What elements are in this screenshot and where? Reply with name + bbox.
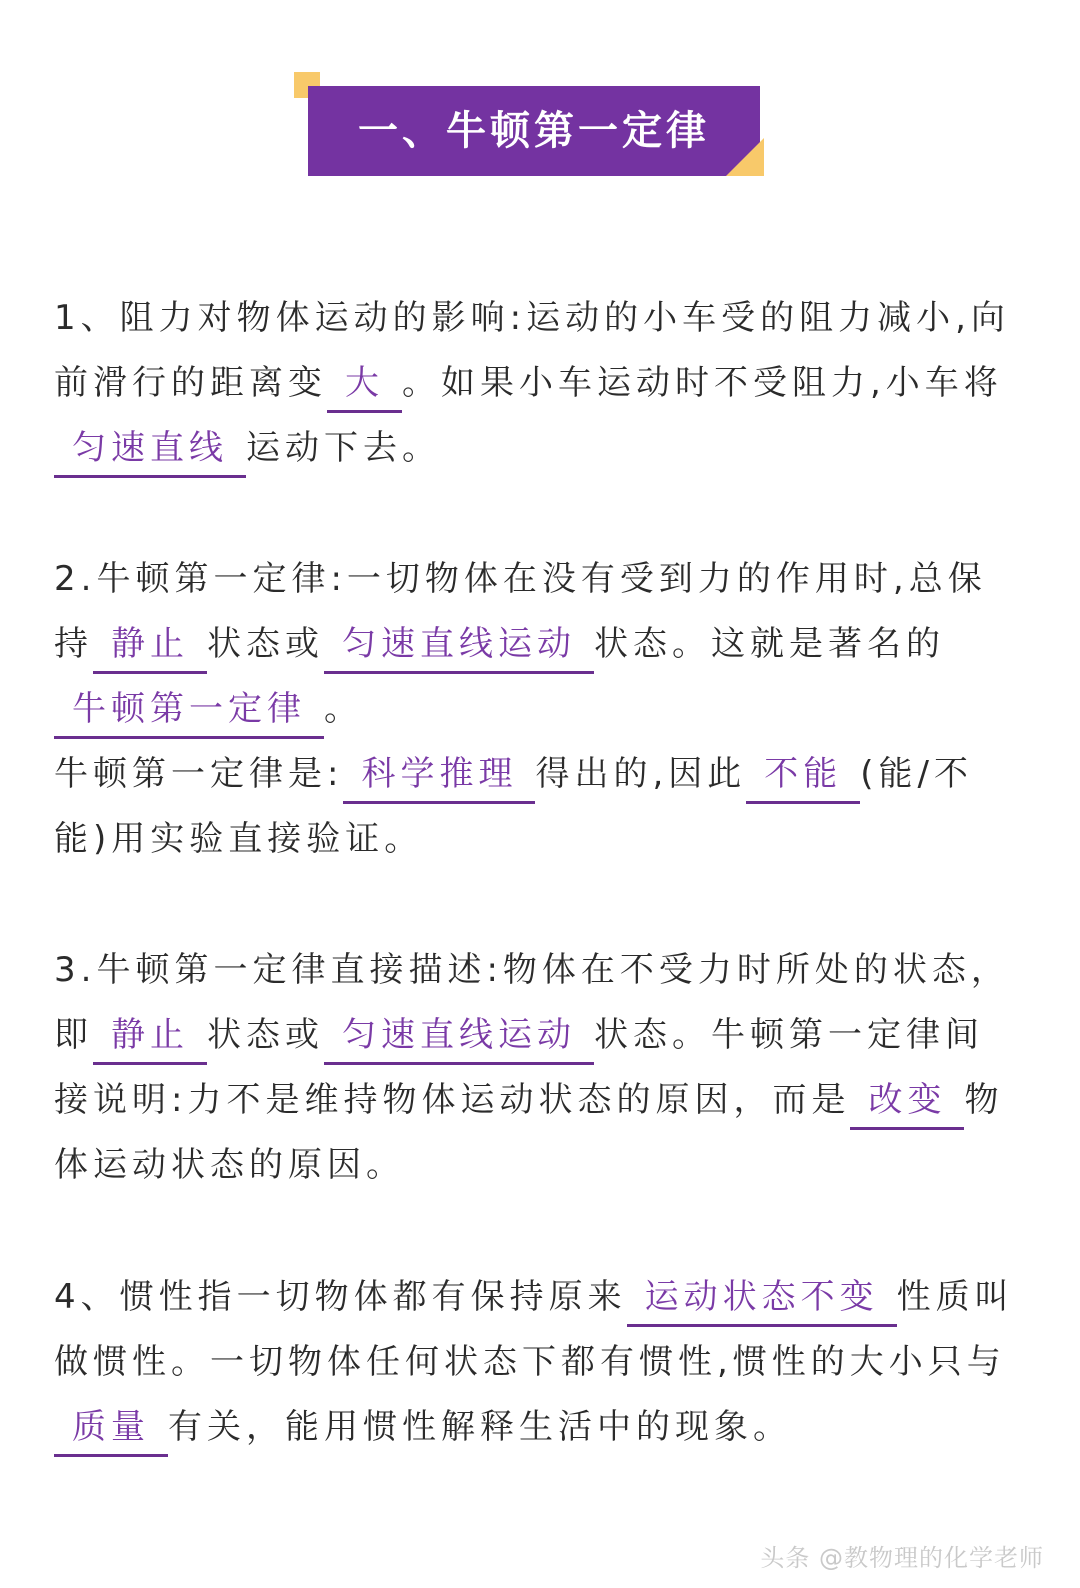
paragraph-2 xyxy=(54,547,1014,742)
text: 物体运动状态的原因。 xyxy=(54,1080,1004,1185)
text: 状态。这就是著名的 xyxy=(594,624,945,664)
text: 。如果小车运动时不受阻力,小车将 xyxy=(402,363,1003,403)
paragraph-3 xyxy=(54,938,1014,1198)
text: 4、惯性指一切物体都有保持原来 xyxy=(54,1277,627,1317)
paragraph-1 xyxy=(54,286,1014,481)
answer-blank: 匀速直线 xyxy=(54,421,246,478)
section-title: 一、牛顿第一定律 xyxy=(358,107,710,154)
text: 牛顿第一定律是: xyxy=(54,754,344,794)
text: 3.牛顿第一定律直接描述:物体在不受力时所处的状态，即 xyxy=(54,950,1010,1055)
text: 状态或 xyxy=(207,1015,324,1055)
answer-blank: 科学推理 xyxy=(343,747,535,804)
answer-blank: 大 xyxy=(327,356,402,413)
answer-blank: 运动状态不变 xyxy=(627,1270,897,1327)
watermark: 头条 @教物理的化学老师 xyxy=(760,1544,1044,1572)
text: 状态。牛顿第一定律间接说明:力不是维持物体运动状态的原因，而是 xyxy=(54,1015,984,1120)
answer-blank: 改变 xyxy=(850,1073,964,1130)
paragraph-4 xyxy=(54,1265,1014,1460)
answer-blank: 匀速直线运动 xyxy=(324,617,594,674)
answer-blank: 静止 xyxy=(93,1008,207,1065)
answer-blank: 匀速直线运动 xyxy=(324,1008,594,1065)
answer-blank: 质量 xyxy=(54,1400,168,1457)
text: 状态或 xyxy=(207,624,324,664)
text: 有关，能用惯性解释生活中的现象。 xyxy=(168,1407,792,1447)
text: 性质叫做惯性。一切物体任何状态下都有惯性,惯性的大小只与 xyxy=(54,1277,1014,1382)
paragraph-2b xyxy=(54,742,1014,872)
text: 。 xyxy=(324,689,363,729)
section-title-banner xyxy=(294,72,764,182)
answer-blank: 牛顿第一定律 xyxy=(54,682,324,739)
text: 2.牛顿第一定律:一切物体在没有受到力的作用时,总保持 xyxy=(54,559,987,664)
title-decoration-triangle xyxy=(726,138,764,176)
title-box xyxy=(308,86,760,176)
text: (能/不能)用实验直接验证。 xyxy=(54,754,974,859)
text: 1、阻力对物体运动的影响:运动的小车受的阻力减小,向前滑行的距离变 xyxy=(54,298,1010,403)
text: 运动下去。 xyxy=(246,428,441,468)
answer-blank: 静止 xyxy=(93,617,207,674)
text: 得出的,因此 xyxy=(535,754,747,794)
answer-blank: 不能 xyxy=(746,747,860,804)
